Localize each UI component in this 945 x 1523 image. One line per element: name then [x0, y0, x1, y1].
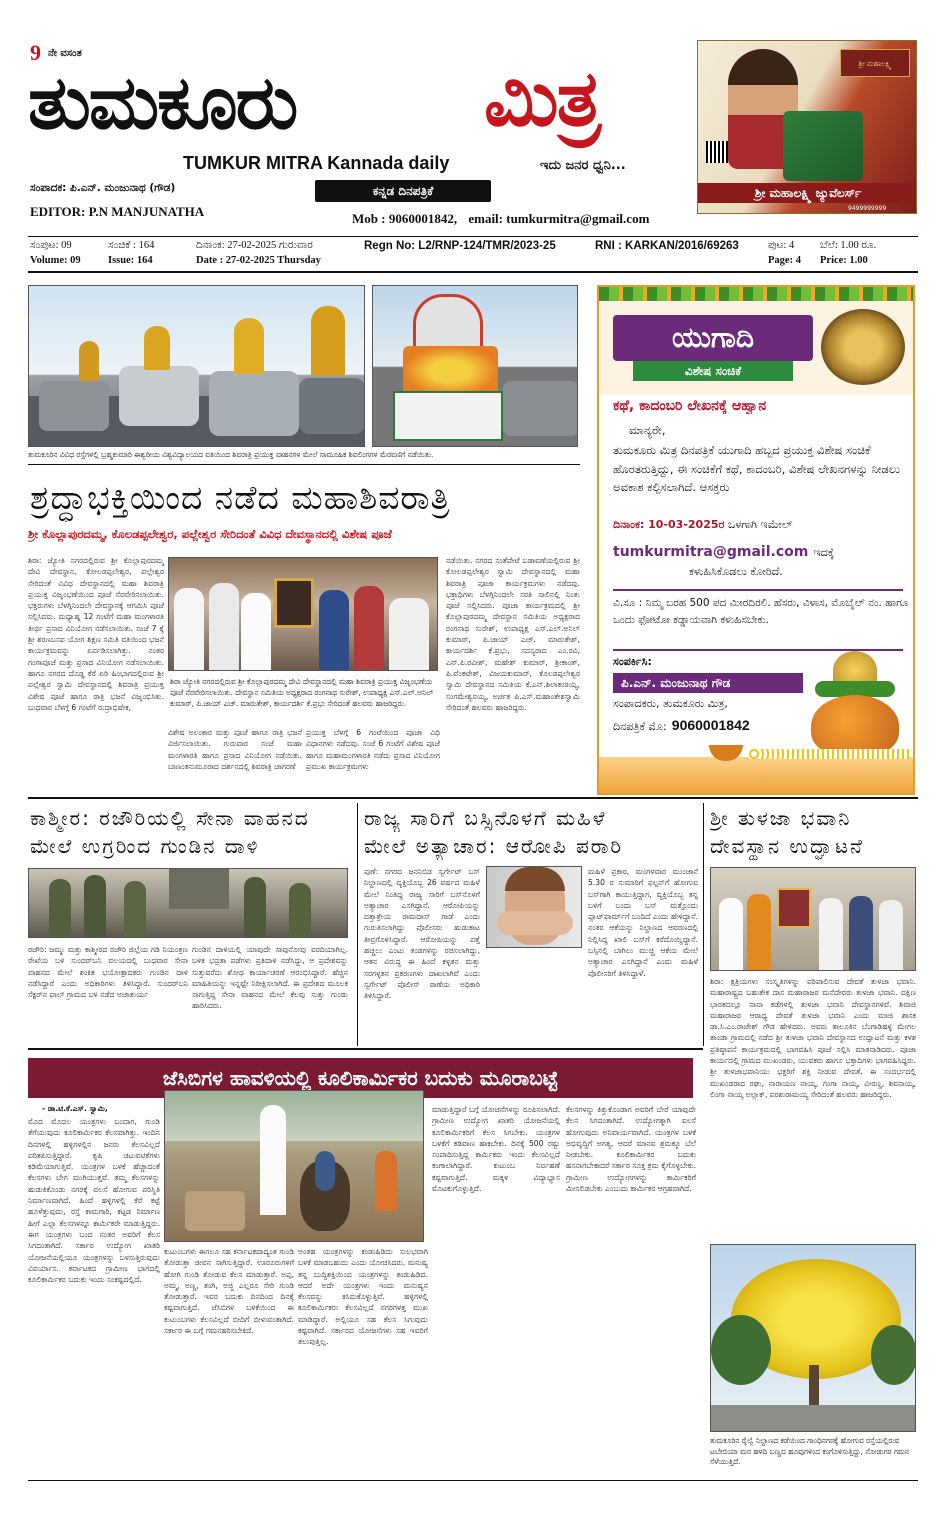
photo-shivalinga-procession-2	[372, 285, 578, 447]
info-date-en: Date : 27-02-2025 Thursday	[196, 255, 321, 266]
title-mitra: ಮಿತ್ರ	[484, 54, 600, 144]
ugadi-special-ad[interactable]	[597, 285, 915, 795]
temple-gathering-caption: ಶಿರಾ ಜ್ಯೋತಿ ನಗರದಲ್ಲಿರುವ ಶ್ರೀ ಕೊಲ್ಲಾಪುರದಮ್ಮ ದೇವಿ ದೇವಸ್ಥಾನದಲ್ಲಿ ಮಹಾ ಶಿವರಾತ್ರಿ ಪ್ರಯುಕ್ತ ವಿಜೃಂಭಣೆಯ ಪೂಜೆ ನೆರವೇರಿಸಲಾಯಿತು. ದೇವಸ್ಥಾನ ಸಮಿತಿಯ ಅಧ್ಯಕ್ಷರಾದ ರಂಗನಾಥ ಸುರೇಶ್, ಉಪಾಧ್ಯಕ್ಷ ಎಸ್.ಎಲ್.ಅನಿಲ್ ಕುಮಾರ್, ಪಿ.ಜಾಯ್ ಎಚ್. ಮಾರುತೇಶ್, ಕಾರ್ಯದರ್ಶಿ ಕೆ.ಪ್ರಭು ಸೇರಿದಂತೆ ಹಲವರು ಹಾಜರಿದ್ದರು.	[170, 677, 434, 708]
kashmir-headline-line-2: ಮೇಲೆ ಉಗ್ರರಿಂದ ಗುಂಡಿನ ದಾಳಿ	[30, 834, 260, 858]
ugadi-greeting: ಮಾನ್ಯರೇ,	[629, 423, 666, 437]
temple-text: ಶಿರಾ: ಕ್ಷತ್ರಿಯಗಳು ಸಂಸ್ಕೃತಿಗಳನ್ನು ಪರಿಪಾಲಿಸುವ ದೇವತೆ ತುಳಜಾ ಭವಾನಿ. ಮಹಾರಾಷ್ಟ್ರದ ಬಹುತೇಕ ದಾಸ ಮಹಾರಾಜರ ಮನೆದೇವರು ತುಳಜಾ ಭವಾನಿ. ದಕ್ಷಿಣ ಭಾರತದಲ್ಲೂ ನಾನಾ ಕಡೆಗಳಲ್ಲಿ ತುಳಜಾ ಭವಾನಿ ದೇವಸ್ಥಾನಗಳಿವೆ. ಶಿವಾಜಿ ಮಹಾರಾಜರ ಆರಾಧ್ಯ ದೇವತೆ ತುಳಜಾ ಭವಾನಿ ಎಂದು ಮಾಜಿ ಶಾಸಕ ಡಾ.ಸಿ.ಎಂ.ರಾಜೇಶ್ ಗೌಡ ಹೇಳಿದರು. ಅವರು ತಾಲೂಕಿನ ಬೆಂಗಾಡಿಹಳ್ಳಿ ಮೇಗಲ ತಾಂಡಾ ಗ್ರಾಮದಲ್ಲಿ ನಡೆದ ಶ್ರೀ ತುಳಜಾ ಭವಾನಿ ದೇವಸ್ಥಾನದ ಉದ್ಘಾಟನೆ ಮತ್ತು ಕಳಶ ಪ್ರತಿಷ್ಠಾಪನೆ ಕಾರ್ಯಕ್ರಮದಲ್ಲಿ ಭಾಗವಹಿಸಿ ಪೂಜೆ ಸಲ್ಲಿಸಿ ಮಾತನಾಡಿದರು. ಪೂಜಾ ಕಾರ್ಯದಲ್ಲಿ ಗ್ರಾಮದ ಮುಖಂಡರು, ಯುವಕರು ಹಾಗೂ ಭಕ್ತಾದಿಗಳು ಭಾಗವಹಿಸಿದ್ದರು. ಶ್ರೀ ತುಳಜಾಭವಾನಿಯು ಭಕ್ತರಿಗೆ ಶಕ್ತಿ ನೀಡುವ ದೇವತೆ. ಈ ಸಂದರ್ಭದಲ್ಲಿ ಮುಖಂಡರಾದ ರಘು, ನಾರಾಯಣ ನಾಯ್ಕ, ಗಂಗಾ ನಾಯ್ಕ, ವೀರಣ್ಣ, ಶಿವನಾಯ್ಕ, ಲಿಂಗಾ ನಾಯ್ಕ ಅಲ್ಲಾಕ್, ಪರಶುರಾಮಯ್ಯ ಸೇರಿದಂತೆ ಹಲವರು ಹಾಜರಿದ್ದರು.	[710, 977, 916, 1099]
photo-army-soldiers	[28, 868, 348, 938]
ugadi-email[interactable]	[613, 541, 913, 560]
lead-headline: ಶ್ರದ್ಧಾಭಕ್ತಿಯಿಂದ ನಡೆದ ಮಹಾಶಿವರಾತ್ರಿ	[30, 478, 451, 517]
bus-headline-line-2: ಮೇಲೆ ಅತ್ಯಾಚಾರ: ಆರೋಪಿ ಪರಾರಿ	[364, 834, 623, 858]
photo-tabebuia-tree	[710, 1244, 916, 1432]
info-price-en: Price: 1.00	[820, 255, 868, 266]
photo-frightened-child	[486, 866, 582, 948]
ugadi-deadline	[613, 518, 913, 532]
lead-caption-rule	[28, 464, 580, 465]
info-price-kn: ಬೆಲೆ: 1.00 ರೂ.	[820, 240, 877, 251]
kalasha-pot-image	[805, 651, 905, 761]
flower-garland	[749, 749, 909, 759]
lead-text-col-1: ಶಿರಾ: ಜ್ಯೋತಿ ನಗರದಲ್ಲಿರುವ ಶ್ರೀ ಕೊಲ್ಲಾಪುರದಮ್ಮ ದೇವಿ ದೇವಸ್ಥಾನ, ಕೋಲಡಪ್ಪಲೇಶ್ವರ, ಪಲ್ಲೇಶ್ವರ ಸೇರಿದಂತೆ ವಿವಿಧ ದೇವಸ್ಥಾನದಲ್ಲಿ ಮಹಾ ಶಿವರಾತ್ರಿ ಪ್ರಯುಕ್ತ ವಿಜೃಂಭಣೆಯಿಂದ ಪೂಜೆ ನೆರವೇರಿಸಲಾಯಿತು. ಭಕ್ತರುಗಳು ಬೆಳಗ್ಗಿನಿಂದಲೇ ದೇವಸ್ಥಾನಕ್ಕೆ ಆಗಮಿಸಿ ಪೂಜೆ ಸಲ್ಲಿಸಿದರು. ಮಧ್ಯಾಹ್ನ 12 ಗಂಟೆಗೆ ಮಹಾ ಮಂಗಳಾರತಿ ತೀರ್ಥ ಪ್ರಸಾದ ವಿನಿಯೋಗ ನಡೆಸಲಾಯಿತು. ಸಂಜೆ 7 ಕ್ಕೆ ಶ್ರೀ ಶರಣಬಸವ ಯೋಗ ಶಿಕ್ಷಣ ಸಮಿತಿ ವತಿಯಿಂದ ಭಜನೆ ಕಾರ್ಯಕ್ರಮವನ್ನು ಏರ್ಪಡಿಸಲಾಗಿತ್ತು. ನಂತರ ಗಂಗಾಪೂಜೆ ಮತ್ತು ಪ್ರಸಾದ ವಿನಿಯೋಗ ನಡೆಸಲಾಯಿತು. ಹಾಗೂ ನಗರದ ದೊಡ್ಡ ಕೆರೆ ಏರಿ ಹಿಂಭಾಗದಲ್ಲಿರುವ ಶ್ರೀ ಪಲ್ಲೇಶ್ವರ ಸ್ವಾಮಿ ದೇವಸ್ಥಾನದಲ್ಲಿ ಶಿವರಾತ್ರಿ ಪ್ರಯುಕ್ತ ವಿಶೇಷ ಪೂಜೆ ಹಾಗೂ ರಾತ್ರಿ ಭಜನೆ ವಿಜೃಂಭಿಸಿತು. ಬುಧವಾರ ಬೆಳಗ್ಗೆ 6 ಗಂಟೆಗೆ ರುದ್ರಾಭಿಷೇಕ,	[28, 556, 164, 712]
email-address: email: tumkurmitra@gmail.com	[468, 211, 650, 226]
ugadi-phone-label: ದಿನಪತ್ರಿಕೆ ಮೊ:	[613, 720, 667, 733]
info-page-kn: ಪುಟ: 4	[768, 240, 795, 251]
section-rule-1	[28, 797, 918, 799]
jewellery-ad[interactable]	[697, 40, 917, 214]
ugadi-note: ವಿ.ಸೂ : ನಿಮ್ಮ ಬರಹ 500 ಪದ ಮೀರದಿರಲಿ. ಹೆಸರು, ವಿಳಾಸ, ಮೊಬೈಲ್ ನಂ. ಹಾಗೂ ಒಂದು ಫೋಟೋ ಕಡ್ಡಾಯವಾಗಿ ಕಳುಹಿಸಬೇಕು.	[613, 597, 909, 626]
lead-mid-col-1: ವಿಶೇಷ ಅಲಂಕಾರ ಮತ್ತು ಪೂಜೆ ಹಾಗೂ ರಾತ್ರಿ ಭಜನೆ ವಿರ್ಜಿಸಲಾಯಿತು. ಗುರುವಾರ ಸಂಜೆ ಮಹಾ ಮಂಗಳಾರತಿ ಹಾಗೂ ಪ್ರಸಾದ ವಿನಿಯೋಗ ನಡೆಯಿತು. ಬಾಣಂತನುಮೂರಾದ ದರ್ಶನದಲ್ಲಿ ಶಿವರಾತ್ರಿ ಜಾಗರಣೆ	[168, 728, 302, 771]
english-title: TUMKUR MITRA Kannada daily	[183, 153, 450, 173]
ugadi-email-address[interactable]: tumkurmitra@gmail.com	[613, 544, 809, 560]
section-rule-2	[28, 1048, 703, 1050]
kashmir-headline-line-1: ಕಾಶ್ಮೀರ: ರಜೌರಿಯಲ್ಲಿ ಸೇನಾ ವಾಹನದ	[30, 806, 310, 830]
bus-text-col-2: ಮಹಿಳೆ ಪ್ರಕಾರ, ಮಂಗಳವಾರ ಮುಂಜಾನೆ 5.30 ರ ಸುಮಾರಿಗೆ ಫಲ್ಟನ್‌ಗೆ ಹೋಗುವ ಬಸ್‌ಗಾಗಿ ಕಾಯುತ್ತಿದ್ದಾಗ, ವ್ಯಕ್ತಿಯೊಬ್ಬ ತನ್ನ ಬಳಿಗೆ ಬಂದು ಬಸ್ ಮತ್ತೊಂದು ಪ್ಲಾಟ್‌ಫಾರ್ಮ್‌ಗೆ ಬಂದಿದೆ ಎಂದು ಹೇಳಿದ್ದಾನೆ. ನಂತರ ಆಕೆಯನ್ನು ನಿಲ್ದಾಣದ ಆವರಣದಲ್ಲಿ ನಿಲ್ಲಿಸಿದ್ದ ಖಾಲಿ ಬಸ್‌ಗೆ ಕರೆದೊಯ್ದಿದ್ದಾನೆ. ಬಸ್ಸಿನಲ್ಲಿ ಬಾಗಿಲು ಮುಚ್ಚಿ ಆಕೆಯ ಮೇಲೆ ಅತ್ಯಾಚಾರ ಎಸಗಿದ್ದಾನೆ ಎಂದು ಮಹಿಳೆ ಪೊಲೀಸರಿಗೆ ತಿಳಿಸಿದ್ದಾಳೆ.	[588, 867, 698, 978]
ad-logo: ಶ್ರೀ ಮಹಾಲಕ್ಷ್ಮಿ	[840, 49, 910, 77]
labour-headline-banner: ಜೆಸಿಬಿಗಳ ಹಾವಳಿಯಲ್ಲಿ ಕೂಲಿಕಾರ್ಮಿಕರ ಬದುಕು ಮೂರಾಬಟ್ಟೆ	[28, 1058, 693, 1098]
labour-byline: - ಡಾ.ಟಿ.ಕೆ.ಎಸ್. ಸ್ವಾಮಿ,	[42, 1104, 108, 1113]
ad-brand-banner: ಶ್ರೀ ಮಹಾಲಕ್ಷ್ಮಿ ಜ್ಯುವೆಲರ್ಸ್	[698, 183, 917, 203]
ugadi-bowl-image	[821, 309, 905, 385]
labour-text-col-5: ಕೆಲಸಗಳನ್ನು ಕಿತ್ತುಕೊಂಡಾಗ ಅವರಿಗೆ ಬೇರೆ ಯಾವುದೇ ಕೆಲಸ ಸಿಗದಂತಾಗಿದೆ. ಉದ್ಯೋಗಕ್ಕಾಗಿ ವಲಸೆ ಹೋಗುವುದು ಅನಿವಾರ್ಯವಾಗಿದೆ. ಯಂತ್ರಗಳ ಬಳಕೆ ಅಭಿವೃದ್ಧಿಗೆ ಅಗತ್ಯ, ಆದರೆ ಮಾನವ ಶ್ರಮಕ್ಕೂ ಬೆಲೆ ನೀಡಬೇಕು. ಕೂಲಿಕಾರ್ಮಿಕರ ಬದುಕು ಹಸನಾಗಬೇಕಾದರೆ ಸರ್ಕಾರ ಸೂಕ್ತ ಕ್ರಮ ಕೈಗೊಳ್ಳಬೇಕು. ಗ್ರಾಮೀಣ ಉದ್ಯೋಗಗಳನ್ನು ಕಾರ್ಮಿಕರಿಗೆ ಮೀಸಲಿಡಬೇಕು ಎಂಬುದು ಕಾರ್ಮಿಕರ ಆಗ್ರಹವಾಗಿದೆ.	[566, 1105, 696, 1194]
photo-temple-inauguration	[710, 867, 916, 971]
ugadi-phone-number[interactable]: 9060001842	[671, 717, 750, 733]
ugadi-subtitle: ವಿಶೇಷ ಸಂಚಿಕೆ	[633, 361, 793, 381]
ugadi-deadline-date: ದಿನಾಂಕ: 10-03-2025ರ	[613, 518, 725, 531]
contact-line	[352, 211, 649, 227]
labour-text-col-2: ಕುಟುಂಬಗಳು ಈಗಲೂ ಸಹ ಕರ್ನಾಟಕದಾದ್ಯಂತ ಗುಂಡಿ ತೋಡುತ್ತಾ ಜೀವನ ಸಾಗಿಸುತ್ತಿದ್ದಾರೆ. ಊರೂರುಗಳಿಗೆ ಹೋಗಿ ಗುಂಡಿ ತೋಡುವ ಕೆಲಸ ಮಾಡುತ್ತಾರೆ. ಅಪ್ಪ, ಅಮ್ಮ, ಅಣ್ಣ, ತಂಗಿ, ಅಜ್ಜಿ ಎಲ್ಲರೂ ಸೇರಿ ಗುಂಡಿ ತೋಡುತ್ತಾರೆ. ಇವರ ಬದುಕು ದಿನದಿಂದ ದಿನಕ್ಕೆ ಕಷ್ಟವಾಗುತ್ತಿದೆ. ಜೆಸಿಬಿಗಳ ಬಳಕೆಯಿಂದ ಈ ಕುಟುಂಬಗಳು ಕೆಲಸವಿಲ್ಲದೆ ಬೀದಿಗೆ ಬೀಳುವಂತಾಗಿದೆ. ಸರ್ಕಾರ ಈ ಬಗ್ಗೆ ಗಮನಹರಿಸಬೇಕಿದೆ.	[164, 1247, 294, 1336]
editor-kannada: ಸಂಪಾದಕ: ಪಿ.ಎನ್. ಮಂಜುನಾಥ (ಗೌಡ)	[30, 182, 176, 194]
labour-text-col-4: ಮಾಡುತ್ತಿದ್ದಾರೆ ಬಗ್ಗೆ ಯೋಚನೆಗಳನ್ನು ರೂಪಿಸಲಾಗಿದೆ. ಗ್ರಾಮೀಣ ಉದ್ಯೋಗ ಖಾತರಿ ಯೋಜನೆಯಲ್ಲಿ ಕೂಲಿಕಾರ್ಮಿಕರಿಗೆ ಕೆಲಸ ಸಿಗಬೇಕು. ಯಂತ್ರಗಳ ಬಳಕೆಗೆ ಕಡಿವಾಣ ಹಾಕಬೇಕು. ದಿನಕ್ಕೆ 500 ರಷ್ಟು ಸಂಪಾದಿಸುತ್ತಿದ್ದ ಕಾರ್ಮಿಕರು ಇಂದು ಕೆಲಸವಿಲ್ಲದೆ ಕಂಗಾಲಾಗಿದ್ದಾರೆ. ಕುಟುಂಬ ನಿರ್ವಹಣೆ ಕಷ್ಟವಾಗುತ್ತಿದೆ. ಮಕ್ಕಳ ವಿದ್ಯಾಭ್ಯಾಸ ಮೊಟಕುಗೊಳ್ಳುತ್ತಿದೆ.	[432, 1105, 560, 1194]
tabebuia-caption: ತುಮಕೂರಿನ ರೈಲ್ವೆ ನಿಲ್ದಾಣದ ಕಡೆಯಿಂದ ಗಾಂಧಿನಗರಕ್ಕೆ ಹೋಗುವ ರಸ್ತೆಯಲ್ಲಿರುವ ಟಬೇಬಿಯಾ ಮರ ಹಳದಿ ಬಣ್ಣದ ಹೂವುಗಳಿಂದ ಕಂಗೊಳಿಸುತ್ತಿದ್ದು, ನೋಡುಗರ ಗಮನ ಸೆಳೆಯುತ್ತಿದೆ.	[710, 1436, 910, 1466]
ugadi-footer-band	[599, 757, 913, 793]
vrule-bus-temple	[703, 803, 704, 1046]
page-bottom-rule	[28, 1480, 918, 1481]
info-volume-kn: ಸಂಪುಟ: 09	[30, 240, 72, 251]
temple-headline-line-1: ಶ್ರೀ ತುಳಜಾ ಭವಾನಿ	[710, 806, 852, 830]
info-issue-kn: ಸಂಚಿಕೆ : 164	[108, 240, 155, 251]
lead-subheadline: ಶ್ರೀ ಕೊಲ್ಲಾಪುರದಮ್ಮ, ಕೊಲಡಪ್ಪಲೇಶ್ವರ, ಪಲ್ಲೇಶ್ವರ ಸೇರಿದಂತೆ ವಿವಿಧ ದೇವಸ್ಥಾನದಲ್ಲಿ ವಿಶೇಷ ಪೂಜೆ	[28, 527, 392, 541]
labour-text-col-3: ಅಂತಹ ಯಂತ್ರಗಳನ್ನು ಕಂಡುಹಿಡಿದು ಸುಲಭವಾಗಿ ಬಳಕೆ ಮಾಡಬಹುದು ಎಂದು ಯೋಚಿಸಿದರು. ಮನುಷ್ಯ ತನ್ನ ಬುದ್ಧಿಶಕ್ತಿಯಿಂದ ಯಂತ್ರಗಳನ್ನು ಕಂಡುಹಿಡಿದ. ಆದರೆ ಅದೇ ಯಂತ್ರಗಳು ಇಂದು ಮನುಷ್ಯನ ಕೆಲಸವನ್ನು ಕಸಿದುಕೊಳ್ಳುತ್ತಿವೆ. ಹಳ್ಳಿಗಳಲ್ಲಿ ಕೂಲಿಕಾರ್ಮಿಕರು ಕೆಲಸವಿಲ್ಲದೆ ನಗರಗಳತ್ತ ಮುಖ ಮಾಡಿದ್ದಾರೆ. ಅಲ್ಲಿಯೂ ಸಹ ಕೆಲಸ ಸಿಗುವುದು ಕಷ್ಟವಾಗಿದೆ. ಸರ್ಕಾರದ ಯೋಜನೆಗಳು ಸಹ ಇವರಿಗೆ ತಲುಪುತ್ತಿಲ್ಲ.	[298, 1247, 428, 1347]
info-regn: Regn No: L2/RNP-124/TMR/2023-25	[364, 240, 556, 252]
daily-badge: ಕನ್ನಡ ದಿನಪತ್ರಿಕೆ	[315, 180, 491, 202]
vrule-kashmir-bus	[357, 803, 358, 1046]
kashmir-text-col-1: ರಜೌರಿ: ಜಮ್ಮು ಮತ್ತು ಕಾಶ್ಮೀರದ ರಜೌರಿ ಜಿಲ್ಲೆಯ ಗಡಿ ನಿಯಂತ್ರಣ ರೇಖೆಯ ಬಳಿ ಸುಂದರ್‌ಬನಿ ವಲಯದಲ್ಲಿ ಬುಧವಾರ ಸೇನಾ ವಾಹನದ ಮೇಲೆ ಶಂಕಿತ ಭಯೋತ್ಪಾದಕರು ಗುಂಡಿನ ದಾಳಿ ನಡೆಸಿದ್ದಾರೆ ಎಂದು ಅಧಿಕಾರಿಗಳು ತಿಳಿಸಿದ್ದಾರೆ. ಸುಂದರ್‌ಬನಿ ಸೆಕ್ಟರ್‌ನ ಫಾಲ್ ಗ್ರಾಮದ ಬಳಿ ನಡೆದ ಅಚಾತುರ್ಯ	[28, 945, 188, 1000]
lead-photo-caption: ತುಮಕೂರಿನ ವಿವಿಧ ರಸ್ತೆಗಳಲ್ಲಿ ಬ್ರಹ್ಮಕುಮಾರಿ ಈಶ್ವರೀಯ ವಿಶ್ವವಿದ್ಯಾಲಯದ ವತಿಯಿಂದ ಶಿವರಾತ್ರಿ ಪ್ರಯುಕ್ತ ವಾಹನಗಳ ಮೇಲೆ ಸಾಮೂಹಿಕ ಶಿವಲಿಂಗಗಳ ಮೆರವಣಿಗೆ ನಡೆಯಿತು.	[28, 450, 434, 459]
title-tumakuru: ತುಮಕೂರು	[28, 60, 297, 146]
ugadi-contact-phone-line	[613, 715, 750, 734]
bus-headline-line-1: ರಾಜ್ಯ ಸಾರಿಗೆ ಬಸ್ಸಿನೊಳಗೆ ಮಹಿಳೆ	[364, 806, 607, 830]
info-rni: RNI : KARKAN/2016/69263	[595, 240, 739, 252]
edition-suffix: ನೇ ವಸಂತ	[48, 48, 82, 59]
ad-saree	[783, 111, 863, 181]
temple-headline-line-2: ದೇವಸ್ಥಾನ ಉದ್ಘಾಟನೆ	[710, 834, 864, 858]
ugadi-divider	[613, 589, 903, 591]
ad-qr-code	[706, 141, 728, 163]
ugadi-contact-name: ಪಿ.ಎನ್. ಮಂಜುನಾಥ ಗೌಡ	[613, 673, 803, 693]
info-page-en: Page: 4	[768, 255, 801, 266]
ugadi-title: ಯುಗಾದಿ	[613, 315, 813, 361]
ugadi-contact-label: ಸಂಪರ್ಕಿಸಿ:	[613, 655, 652, 668]
mobile-number: Mob : 9060001842,	[352, 211, 458, 226]
labour-text-col-1: ಮೊದ ಮೊದಲ ಯಂತ್ರಗಳು ಬಂದಾಗ, ಗುಂಡಿ ತೆಗೆಯುವುದು ಕೂಲಿಕಾರ್ಮಿಕರ ಕೆಲಸವಾಗಿತ್ತು. ಇಂದಿನ ದಿನಗಳಲ್ಲಿ ಹಳ್ಳಿಗಳಲ್ಲಿನ ಜನರು ಕೆಲಸವಿಲ್ಲದೆ ಪರಿತಪಿಸುತ್ತಿದ್ದಾರೆ. ಕೃಷಿ ಚಟುವಟಿಕೆಗಳು ಕಡಿಮೆಯಾಗುತ್ತಿವೆ. ಯಂತ್ರಗಳ ಬಳಕೆ ಹೆಚ್ಚಾದಂತೆ ಕೆಲಸಗಳು ಬೇಗ ಮುಗಿಯುತ್ತವೆ. ತಮ್ಮ ಕೆಲಸಗಳನ್ನು ಹುಡುಕಿಕೊಂಡು ನಗರಕ್ಕೆ ವಲಸೆ ಹೋಗುವ ಪರಿಸ್ಥಿತಿ ನಿರ್ಮಾಣವಾಗಿದೆ. ಹಿಂದೆ ಹಳ್ಳಿಗಳಲ್ಲಿ ಕೆರೆ ಕಟ್ಟೆ ಹೂಳೆತ್ತುವುದು, ರಸ್ತೆ ಕಾಮಗಾರಿ, ಕಟ್ಟಡ ನಿರ್ಮಾಣ ಹೀಗೆ ಎಲ್ಲಾ ಕೆಲಸಗಳನ್ನೂ ಕಾರ್ಮಿಕರೇ ಮಾಡುತ್ತಿದ್ದರು. ಈಗ ಯಂತ್ರಗಳು ಬಂದ ನಂತರ ಅವರಿಗೆ ಕೆಲಸ ಸಿಗದಂತಾಗಿದೆ. ಸರ್ಕಾರ ಉದ್ಯೋಗ ಖಾತರಿ ಯೋಜನೆಯಲ್ಲಿಯೂ ಯಂತ್ರಗಳನ್ನು ಬಳಸುತ್ತಿರುವುದು ವಿಪರ್ಯಾಸ. ಕರ್ನಾಟಕದ ಗ್ರಾಮೀಣ ಭಾಗದಲ್ಲಿ ಕೂಲಿಕಾರ್ಮಿಕರ ಬದುಕು ಇಂದು ಸಂಕಷ್ಟದಲ್ಲಿದೆ.	[28, 1117, 160, 1285]
ugadi-send-line: ಕಳುಹಿಸಿಕೊಡಲು ಕೋರಿದೆ.	[689, 565, 783, 578]
ugadi-heading: ಕಥೆ, ಕಾದಂಬರಿ ಲೇಖನಕ್ಕೆ ಆಹ್ವಾನ	[613, 398, 767, 414]
lead-mid-col-2: ಪ್ರಯುಕ್ತ ಬೆಳಗ್ಗೆ 6 ಗಂಟೆಯಿಂದ ಪೂಜಾ ವಿಧಿ ವಿಧಾನಗಳು ನಡೆದವು. ಸಂಜೆ 6 ಗಂಟೆಗೆ ವಿಶೇಷ ಪೂಜೆ ಹಾಗೂ ಮಹಾಮಂಗಳಾರತಿ ನಡೆದು ಪ್ರಸಾದ ವಿನಿಯೋಗ ಪ್ರಮುಖ ಕಾರ್ಯಕ್ರಮಗಳು	[306, 728, 440, 771]
ad-phone: 9499999999	[848, 205, 887, 212]
edition-number: 9	[30, 40, 41, 65]
infobar-bottom-rule	[28, 271, 918, 273]
bus-text-col-1-top: ಪುಣೆ: ನಗರದ ಜನನಿಬಿಡ ಸ್ವರ್ಗೇಟ್ ಬಸ್ ನಿಲ್ದಾಣದಲ್ಲಿ ವ್ಯಕ್ತಿಯೊಬ್ಬ 26 ವರ್ಷದ ಮಹಿಳೆ ಮೇಲೆ ನಿಂತಿದ್ದ ರಾಜ್ಯ ಸಾರಿಗೆ ಬಸ್‌ನೊಳಗೆ ಅತ್ಯಾಚಾರ ಎಸಗಿದ್ದಾನೆ. ಆರೋಪಿಯನ್ನು ದತ್ತಾತ್ರೇಯ ರಾಮದಾಸ್ ಗಾಡೆ ಎಂದು ಗುರುತಿಸಲಾಗಿದ್ದು ಪೊಲೀಸರು ಹುಡುಕಾಟ ತೀವ್ರಗೊಳಿಸಿದ್ದಾರೆ. ಆರೋಪಿಯನ್ನು ಪತ್ತೆ ಹಚ್ಚಲು ಎಂಟು ತಂಡಗಳನ್ನು ರಚಿಸಲಾಗಿದ್ದು, ಆತನ ವಿರುದ್ಧ ಈ ಹಿಂದೆ ಕಳ್ಳತನ ಮತ್ತು ಸರಗಳ್ಳತನ ಪ್ರಕರಣಗಳು ದಾಖಲಾಗಿವೆ ಎಂದು ಸ್ವರ್ಗೇಟ್ ಪೊಲೀಸ್ ಠಾಣೆಯ ಅಧಿಕಾರಿ ತಿಳಿಸಿದ್ದಾರೆ.	[364, 867, 480, 1001]
info-date-kn: ದಿನಾಂಕ: 27-02-2025 ಗುರುವಾರ	[196, 240, 313, 251]
tagline: ಇದು ಜನರ ಧ್ವನಿ...	[540, 158, 626, 173]
ugadi-contact-title: ಸಂಪಾದಕರು, ತುಮಕೂರು ಮಿತ್ರ,	[613, 697, 728, 710]
kashmir-text-col-2: ಗುಂಡಿನ ದಾಳಿಯಲ್ಲಿ ಯಾವುದೇ ಸಾವುನೋವು ವರದಿಯಾಗಿಲ್ಲ. ಬಳಿಕ ಭದ್ರತಾ ಪಡೆಗಳು ಪ್ರತಿದಾಳಿ ನಡೆಸಿದ್ದು, ಆ ಪ್ರದೇಶವನ್ನು ಸುತ್ತುವರೆದು ಶೋಧ ಕಾರ್ಯಾಚರಣೆ ಆರಂಭಿಸಿದ್ದಾರೆ. ಹೆಚ್ಚಿನ ಮಾಹಿತಿಯನ್ನು ಇನ್ನಷ್ಟೇ ನಿರೀಕ್ಷಿಸಲಾಗಿದೆ. ಈ ಪ್ರದೇಶದ ಮೂಲಕ ಸಾಗುತ್ತಿದ್ದ ಸೇನಾ ವಾಹನದ ಮೇಲೆ ಕೆಲವು ಸುತ್ತು ಗುಂಡು ಹಾರಿಸಿದರು.	[192, 945, 348, 1011]
photo-temple-gathering	[168, 557, 438, 671]
photo-shivalinga-procession-1	[28, 285, 365, 447]
ugadi-body: ತುಮಕೂರು ಮಿತ್ರ ದಿನಪತ್ರಿಕೆ ಯುಗಾದಿ ಹಬ್ಬದ ಪ್ರಯುಕ್ತ ವಿಶೇಷ ಸಂಚಿಕೆ ಹೊರತರುತ್ತಿದ್ದು, ಈ ಸಂಚಿಕೆಗೆ ಕಥೆ, ಕಾದಂಬರಿ, ವಿಶೇಷ ಲೇಖನಗಳನ್ನು ನೀಡಲು ಅವಕಾಶ ಕಲ್ಪಿಸಲಾಗಿದೆ. ಆಸಕ್ತರು	[613, 443, 900, 494]
ugadi-email-tail: ಇದಕ್ಕೆ	[813, 546, 835, 559]
mango-leaf-garland	[599, 287, 913, 301]
lead-text-col-3: ನಡೆಯಿತು. ನಗರದ ಸಂತೆಪೇಟೆ ಬಡಾವಣೆಯಲ್ಲಿರುವ ಶ್ರೀ ಕೋಲಡಪ್ಪಲೇಶ್ವರ ಸ್ವಾಮಿ ದೇವಸ್ಥಾನದಲ್ಲಿ ಮಹಾ ಶಿವರಾತ್ರಿ ಪೂಜಾ ಕಾರ್ಯಕ್ರಮಗಳು ನಡೆದವು. ಭಕ್ತಾಧಿಗಳು ಬೆಳಗ್ಗಿನಿಂದಲೇ ಸರತಿ ಸಾಲಿನಲ್ಲಿ ನಿಂತು ಪೂಜೆ ಸಲ್ಲಿಸಿದರು. ಪೂಜಾ ಕಾರ್ಯಕ್ರಮದಲ್ಲಿ ಶ್ರೀ ಕೊಲ್ಲಾಪುರದಮ್ಮ ದೇವಸ್ಥಾನ ಸಮಿತಿಯ ಅಧ್ಯಕ್ಷರಾದ ರಂಗನಾಥ ಸುರೇಶ್, ಉಪಾಧ್ಯಕ್ಷ ಎಸ್.ಎಲ್.ಅನಿಲ್ ಕುಮಾರ್, ಪಿ.ಜಾಯ್ ಎಚ್. ಮಾರುತೇಶ್, ಕಾರ್ಯದರ್ಶಿ ಕೆ.ಪ್ರಭು, ಸದಸ್ಯರಾದ ಎಂ.ರವಿ, ಎನ್.ಪಿ.ರವೀಶ್, ಮಹೇಶ್ ಕುಮಾರ್, ಶ್ರೀಕಾಂತ್, ಪಿ.ವೆಂಕಟೇಶ್, ವಿಜಯಕುಮಾರ್, ಕೊಲಡಪ್ಪಲೇಶ್ವರ ಸ್ವಾಮಿ ದೇವಸ್ಥಾನದ ಸಮಿತಿಯ ಕೆ.ಎನ್.ಶಿಲಾಕಂಠಯ್ಯ, ಸಂಗಮೇಶ್ವರಯ್ಯ, ಅರ್ಚಕ ಪಿ.ಎಸ್.ಮಹಾಂತೇಶಸ್ವಾಮಿ ಸೇರಿದಂತೆ ಹಲವರು ಹಾಜರಿದ್ದರು.	[446, 556, 580, 712]
ugadi-deadline-tail: ಒಳಗಾಗಿ ಇಮೇಲ್	[727, 518, 793, 531]
photo-labourers-digging	[164, 1090, 424, 1242]
info-issue-en: Issue: 164	[108, 255, 153, 266]
info-volume-en: Volume: 09	[30, 255, 81, 266]
infobar-top-rule	[28, 236, 918, 237]
editor-english: EDITOR: P.N MANJUNATHA	[30, 204, 205, 219]
